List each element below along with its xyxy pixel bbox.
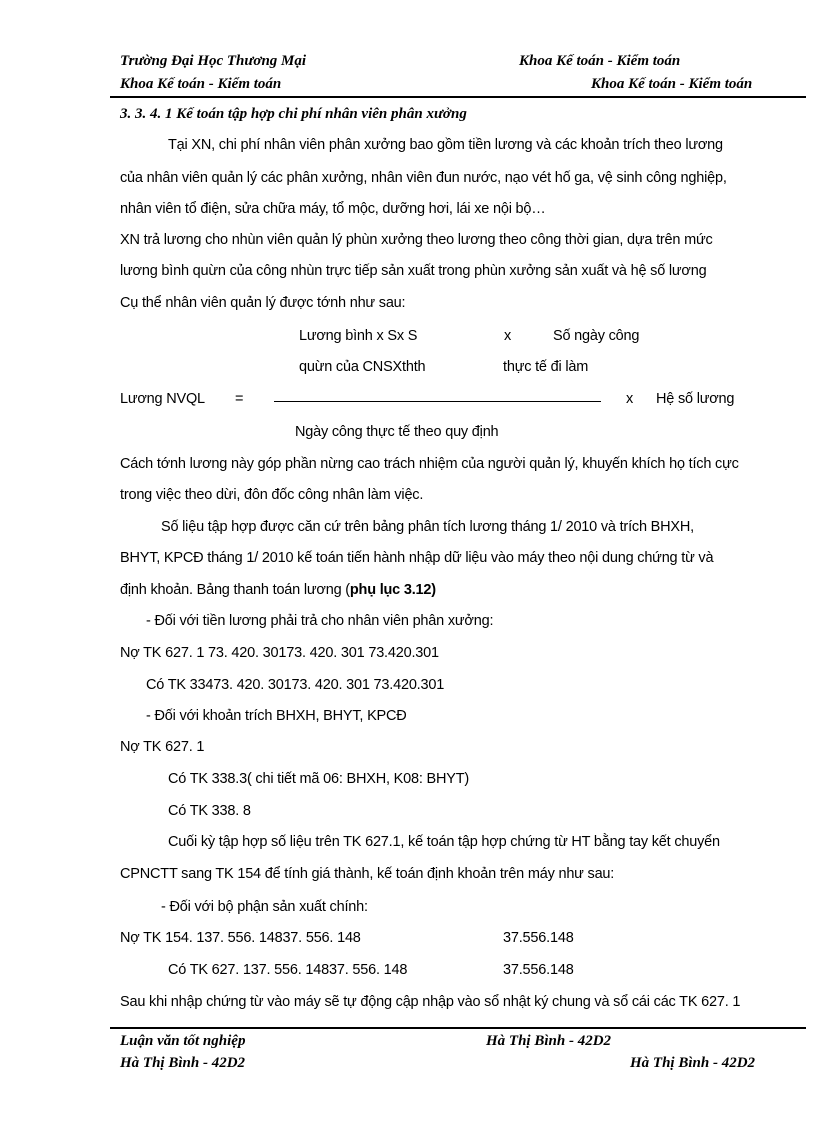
footer-author-2: Hà Thị Bình - 42D2 <box>120 1055 246 1071</box>
paragraph-line: Sau khi nhập chứng từ vào máy sẽ tự động cập nhập vào sổ nhật ký chung và sổ cái các TK 627. 1 <box>120 994 741 1010</box>
journal-credit-entry: Có TK 338.3( chi tiết mã 06: BHXH, K08: BHYT) <box>168 771 469 787</box>
paragraph-line: CPNCTT sang TK 154 để tính giá thành, kế toán định khoản trên máy như sau: <box>120 866 615 882</box>
journal-amount: 37.556.148 <box>503 930 574 946</box>
section-title: 3. 3. 4. 1 Kế toán tập hợp chi phí nhân viên phân xưởng <box>120 106 467 122</box>
paragraph-text: định khoản. Bảng thanh toán lương ( <box>120 582 350 598</box>
header-faculty-name-3: Khoa Kế toán - Kiểm toán <box>591 76 753 92</box>
appendix-reference: phụ lục 3.12) <box>349 582 436 598</box>
journal-debit-entry: Nợ TK 627. 1 73. 420. 30173. 420. 301 73.420.301 <box>120 645 439 661</box>
formula-fraction-bar <box>274 401 601 402</box>
header-rule <box>110 96 806 98</box>
paragraph-line: Cuối kỳ tập hợp số liệu trên TK 627.1, kế toán tập hợp chứng từ HT bằng tay kết chuyển <box>168 834 720 850</box>
paragraph-line: lương bình quừn của công nhùn trực tiếp sản xuất trong phùn xưởng sản xuất và hệ số lương <box>120 263 707 279</box>
formula-numerator-term-1-cont: quừn của CNSXthth <box>299 359 426 375</box>
paragraph-line: trong việc theo dừi, đôn đốc công nhân làm việc. <box>120 487 424 503</box>
header-school-name: Trường Đại Học Thương Mại <box>120 53 307 69</box>
journal-credit-entry: Có TK 627. 137. 556. 14837. 556. 148 <box>168 962 408 978</box>
paragraph-line: Cụ thể nhân viên quản lý được tớnh như sau: <box>120 295 406 311</box>
paragraph-line: của nhân viên quản lý các phân xưởng, nhân viên đun nước, nạo vét hố ga, vệ sinh công nghiệp, <box>120 170 727 186</box>
footer-author: Hà Thị Bình - 42D2 <box>486 1033 612 1049</box>
journal-credit-entry: Có TK 338. 8 <box>168 803 251 819</box>
formula-equals-sign: = <box>235 391 244 407</box>
formula-numerator-term-2-cont: thực tế đi làm <box>503 359 589 375</box>
formula-numerator-term-1: Lương bình x Sx S <box>299 328 418 344</box>
formula-multiply-sign-2: x <box>626 391 634 407</box>
footer-rule <box>110 1027 806 1029</box>
formula-lhs: Lương NVQL <box>120 391 205 407</box>
formula-multiply-sign: x <box>504 328 512 344</box>
formula-denominator: Ngày công thực tế theo quy định <box>295 424 499 440</box>
paragraph-line <box>120 582 436 598</box>
bullet-item: - Đối với tiền lương phải trả cho nhân viên phân xưởng: <box>146 613 494 629</box>
journal-credit-entry: Có TK 33473. 420. 30173. 420. 301 73.420.301 <box>146 677 445 693</box>
footer-author-3: Hà Thị Bình - 42D2 <box>630 1055 756 1071</box>
footer-thesis-label: Luận văn tốt nghiệp <box>120 1033 246 1049</box>
header-faculty-name: Khoa Kế toán - Kiểm toán <box>519 53 681 69</box>
journal-amount: 37.556.148 <box>503 962 574 978</box>
paragraph-line: Tại XN, chi phí nhân viên phân xưởng bao gồm tiền lương và các khoản trích theo lương <box>168 137 723 153</box>
formula-numerator-term-2: Số ngày công <box>553 328 640 344</box>
paragraph-line: XN trả lương cho nhùn viên quản lý phùn xưởng theo lương theo công thời gian, dựa trên mức <box>120 232 713 248</box>
header-faculty-name-2: Khoa Kế toán - Kiểm toán <box>120 76 282 92</box>
paragraph-line: Số liệu tập hợp được căn cứ trên bảng phân tích lương tháng 1/ 2010 và trích BHXH, <box>161 519 694 535</box>
paragraph-line: BHYT, KPCĐ tháng 1/ 2010 kế toán tiến hành nhập dữ liệu vào máy theo nội dung chứng từ và <box>120 550 714 566</box>
bullet-item: - Đối với bộ phận sản xuất chính: <box>161 899 368 915</box>
bullet-item: - Đối với khoản trích BHXH, BHYT, KPCĐ <box>146 708 407 724</box>
paragraph-line: Cách tớnh lương này góp phần nừng cao trách nhiệm của người quản lý, khuyến khích họ tích cực <box>120 456 739 472</box>
journal-debit-entry: Nợ TK 154. 137. 556. 14837. 556. 148 <box>120 930 361 946</box>
journal-debit-entry: Nợ TK 627. 1 <box>120 739 205 755</box>
paragraph-line: nhân viên tổ điện, sửa chữa máy, tổ mộc, dưỡng hơi, lái xe nội bộ… <box>120 201 546 217</box>
formula-coefficient: Hệ số lương <box>656 391 735 407</box>
